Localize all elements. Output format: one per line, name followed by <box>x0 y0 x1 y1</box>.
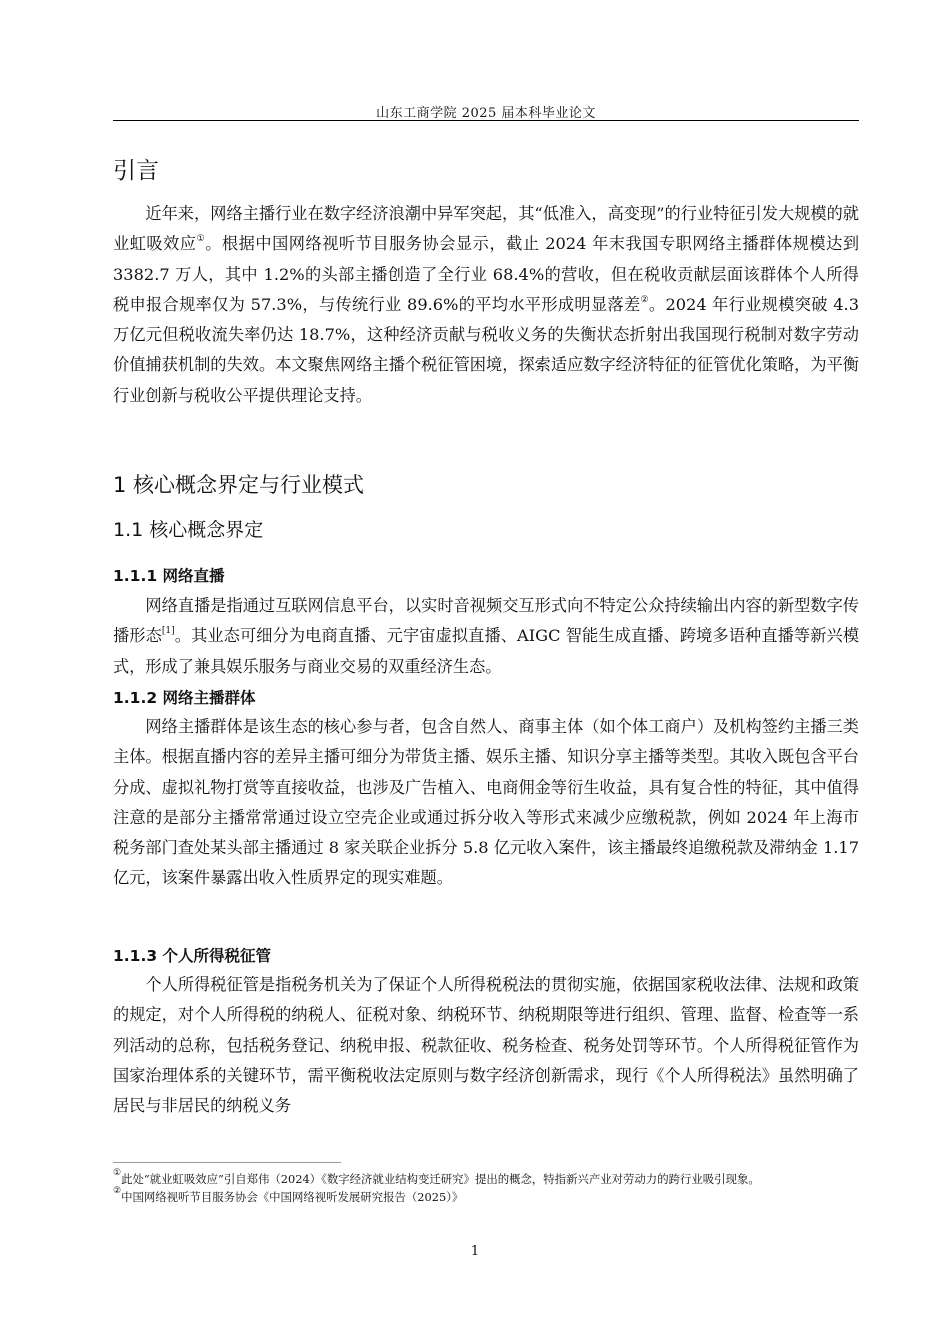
intro-text-a: 近年来，网络主播行业在数字经济浪潮中异军突起，其“低准入，高变现”的行业特征引发大规模的就业虹吸效应 <box>113 204 859 254</box>
s111-text-b: 。其业态可细分为电商直播、元宇宙虚拟直播、AIGC 智能生成直播、跨境多语种直播等新兴模式，形成了兼具娱乐服务与商业交易的双重经济生态。 <box>113 626 860 676</box>
section-1-1-1-heading: 1.1.1 网络直播 <box>113 567 225 585</box>
footnote-ref-1[interactable]: ① <box>196 234 206 245</box>
intro-text-c: 。2024 年行业规模突破 4.3 万亿元但税收流失率仍达 18.7%，这种经济贡献与税收义务的失衡状态折射出我国现行税制对数字劳动价值捕获机制的失效。本文聚焦网络主播个税征管困境，探索适应数字经济特征的征管优化策略，为平衡行业创新与税收公平提供理论支持。 <box>113 294 859 405</box>
footnotes <box>113 1168 859 1206</box>
header-rule <box>113 120 859 121</box>
page-number: 1 <box>470 1244 480 1259</box>
intro-body <box>113 199 859 411</box>
footnote-ref-2[interactable]: ② <box>640 294 649 305</box>
footnote-rule <box>113 1162 341 1163</box>
footnote-1-mark: ① <box>113 1168 122 1178</box>
section-1-1-2-paragraph: 网络主播群体是该生态的核心参与者，包含自然人、商事主体（如个体工商户）及机构签约主播三类主体。根据直播内容的差异主播可细分为带货主播、娱乐主播、知识分享主播等类型。其收入既包含平台分成、虚拟礼物打赏等直接收益，也涉及广告植入、电商佣金等衍生收益，具有复合性的特征，其中值得注意的是部分主播常常通过设立空壳企业或通过拆分收入等形式来减少应缴税款，例如 2024 年上海市税务部门查处某头部主播通过 8 家关联企业拆分 5.8 亿元收入案件，该主播最终追缴税款及滞纳金 1.17 亿元，该案件暴露出收入性质界定的现实难题。 <box>113 717 859 888</box>
intro-paragraph <box>113 199 859 411</box>
footnote-1-text: 此处“就业虹吸效应”引自郑伟（2024）《数字经济就业结构变迁研究》提出的概念，特指新兴产业对劳动力的跨行业吸引现象。 <box>121 1172 760 1186</box>
running-header: 山东工商学院 2025 届本科毕业论文 <box>376 106 596 121</box>
section-1-1-1-body <box>113 591 859 682</box>
section-1-1-3-body <box>113 970 859 1121</box>
intro-heading: 引言 <box>113 158 159 184</box>
section-1-1-heading: 1.1 核心概念界定 <box>113 519 264 541</box>
s111-text-a: 网络直播是指通过互联网信息平台，以实时音视频交互形式向不特定公众持续输出内容的新型数字传播形态 <box>113 596 859 646</box>
section-1-1-3-heading: 1.1.3 个人所得税征管 <box>113 947 272 965</box>
footnote-2-text: 中国网络视听节目服务协会《中国网络视听发展研究报告（2025）》 <box>121 1189 464 1204</box>
citation-ref-1[interactable]: [1] <box>161 626 175 637</box>
intro-text-b: 。根据中国网络视听节目服务协会显示，截止 2024 年末我国专职网络主播群体规模达到 3382.7 万人，其中 1.2%的头部主播创造了全行业 68.4%的营收，但在税收贡献层面该群体个人所得税申报合规率仅为 57.3%，与传统行业 89.6%的平均水平形成明显落差 <box>113 234 860 314</box>
section-1-1-1-paragraph <box>113 591 859 682</box>
section-1-1-2-heading: 1.1.2 网络主播群体 <box>113 689 256 707</box>
section-1-1-2-body <box>113 712 859 894</box>
section-1-heading: 1 核心概念界定与行业模式 <box>113 473 365 497</box>
footnote-2-mark: ② <box>113 1185 122 1196</box>
footnote-1 <box>113 1168 859 1189</box>
section-1-1-3-paragraph: 个人所得税征管是指税务机关为了保证个人所得税税法的贯彻实施，依据国家税收法律、法规和政策的规定，对个人所得税的纳税人、征税对象、纳税环节、纳税期限等进行组织、管理、监督、检查等一系列活动的总称，包括税务登记、纳税申报、税款征收、税务检查、税务处罚等环节。个人所得税征管作为国家治理体系的关键环节，需平衡税收法定原则与数字经济创新需求，现行《个人所得税法》虽然明确了居民与非居民的纳税义务 <box>113 975 859 1116</box>
footnote-2 <box>113 1185 859 1207</box>
